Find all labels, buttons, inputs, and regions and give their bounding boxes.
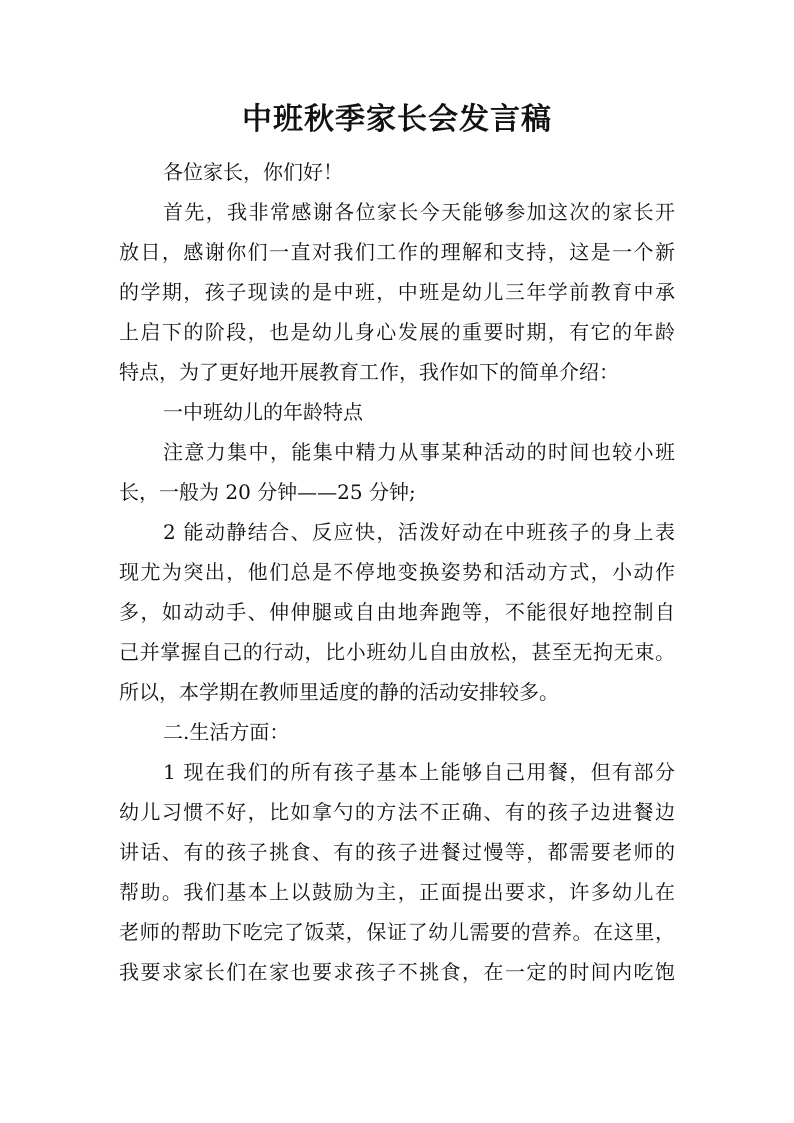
paragraph-line: 特点，为了更好地开展教育工作，我作如下的简单介绍： — [119, 360, 619, 384]
section-heading: 二.生活方面： — [163, 720, 290, 744]
paragraph-line: 注意力集中，能集中精力从事某种活动的时间也较小班 — [163, 440, 675, 464]
section-heading: 一中班幼儿的年龄特点 — [163, 400, 363, 424]
paragraph-line: 所以，本学期在教师里适度的静的活动安排较多。 — [119, 680, 559, 704]
greeting-line: 各位家长，你们好！ — [163, 160, 343, 184]
paragraph-line: 2 能动静结合、反应快，活泼好动在中班孩子的身上表 — [163, 520, 675, 544]
paragraph-line: 上启下的阶段，也是幼儿身心发展的重要时期，有它的年龄 — [119, 320, 675, 344]
paragraph-line: 长，一般为 20 分钟——25 分钟; — [119, 480, 416, 504]
paragraph-line: 我要求家长们在家也要求孩子不挑食，在一定的时间内吃饱 — [119, 960, 675, 984]
paragraph-line: 现尤为突出，他们总是不停地变换姿势和活动方式，小动作 — [119, 560, 675, 584]
paragraph-line: 多，如动动手、伸伸腿或自由地奔跑等，不能很好地控制自 — [119, 600, 675, 624]
document-title: 中班秋季家长会发言稿 — [242, 102, 552, 137]
paragraph-line: 放日，感谢你们一直对我们工作的理解和支持，这是一个新 — [119, 240, 675, 264]
paragraph-line: 幼儿习惯不好，比如拿勺的方法不正确、有的孩子边进餐边 — [119, 800, 675, 824]
paragraph-line: 首先，我非常感谢各位家长今天能够参加这次的家长开 — [163, 200, 675, 224]
paragraph-line: 的学期，孩子现读的是中班，中班是幼儿三年学前教育中承 — [119, 280, 675, 304]
paragraph-line: 帮助。我们基本上以鼓励为主，正面提出要求，许多幼儿在 — [119, 880, 675, 904]
paragraph-line: 讲话、有的孩子挑食、有的孩子进餐过慢等，都需要老师的 — [119, 840, 675, 864]
document-body — [119, 152, 675, 992]
paragraph-line: 老师的帮助下吃完了饭菜，保证了幼儿需要的营养。在这里， — [119, 920, 675, 944]
paragraph-line: 1 现在我们的所有孩子基本上能够自己用餐，但有部分 — [163, 760, 675, 784]
paragraph-line: 己并掌握自己的行动，比小班幼儿自由放松，甚至无拘无束。 — [119, 640, 675, 664]
